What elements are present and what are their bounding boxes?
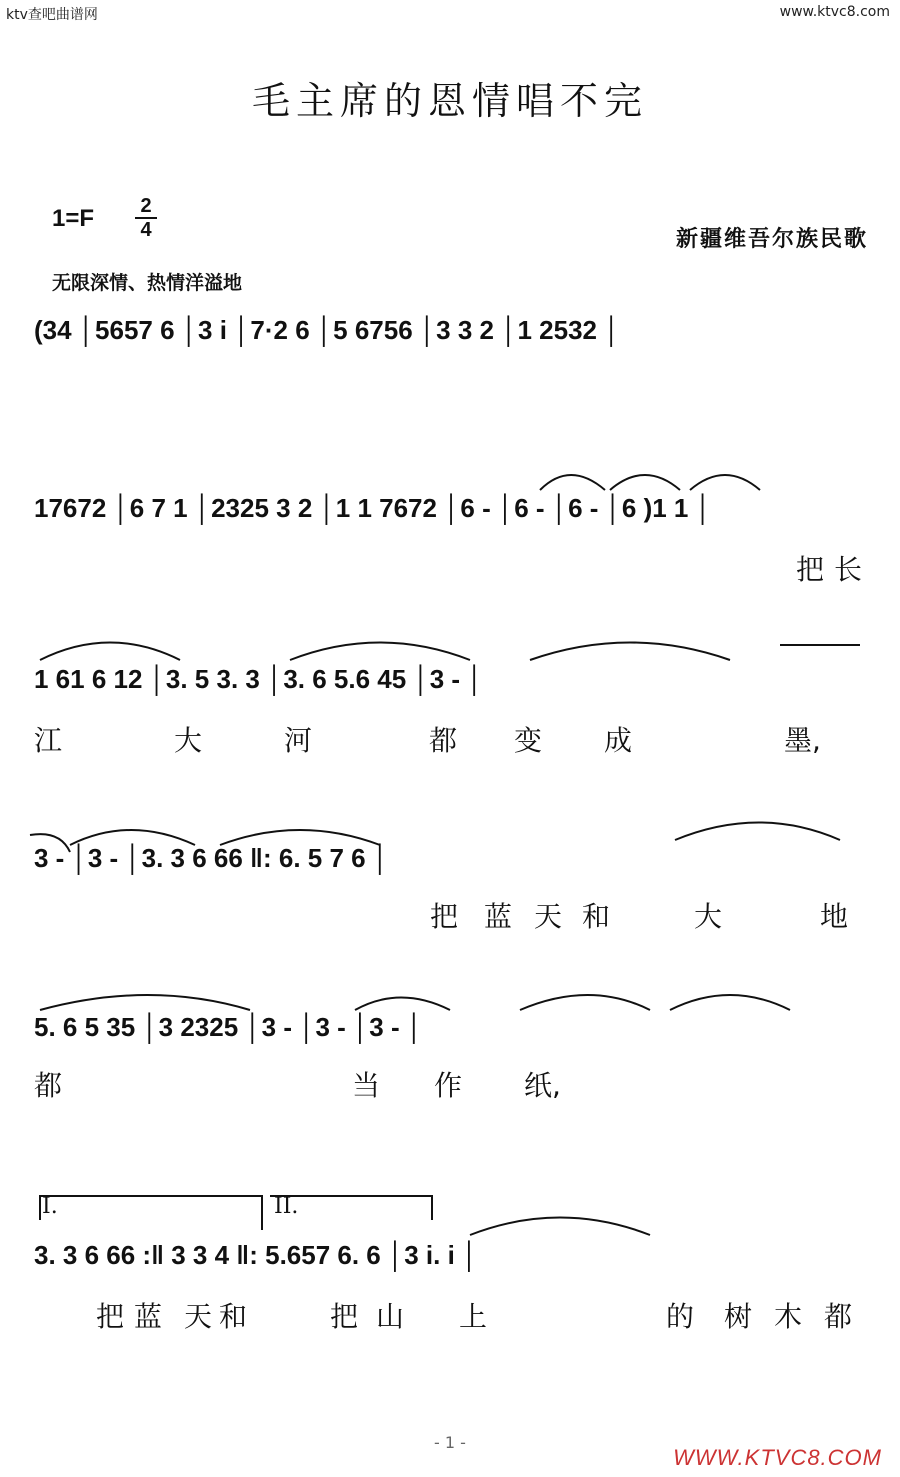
lyric-syllable: 河 <box>284 724 313 757</box>
lyric-syllable: 和 <box>582 900 611 933</box>
key-signature: 1=F <box>52 205 95 232</box>
second-ending-label: II. <box>274 1194 299 1219</box>
slur <box>290 643 470 661</box>
slur <box>520 995 650 1010</box>
notation-line: (34 │5657 6 │3 i │7·2 6 │5 6756 │3 3 2 │1 2532 │ <box>34 315 621 345</box>
notation-line: 3. 3 6 66 :‖ 3 3 4 ‖: 5.657 6. 6 │3 i. i │ <box>34 1240 479 1270</box>
lyric-syllable: 和 <box>219 1300 248 1333</box>
slur <box>675 823 840 841</box>
lyric-syllable: 蓝 <box>134 1300 163 1333</box>
lyric-syllable: 地 <box>820 900 849 933</box>
lyric-syllable: 把 <box>330 1300 359 1333</box>
lyric-syllable: 树 <box>724 1300 753 1333</box>
slur <box>40 995 250 1010</box>
lyric-syllable: 蓝 <box>484 900 513 933</box>
slur <box>355 998 450 1011</box>
first-ending-label: I. <box>42 1194 58 1219</box>
lyric-syllable: 都 <box>429 724 458 757</box>
watermark-right: www.ktvc8.com <box>779 4 890 20</box>
first-ending-bracket <box>40 1196 262 1230</box>
lyric-syllable: 成 <box>604 724 633 757</box>
lyric-syllable: 上 <box>459 1300 488 1333</box>
lyric-syllable: 当 <box>352 1069 381 1102</box>
song-title: 毛主席的恩情唱不完 <box>251 79 648 123</box>
lyric-syllable: 大 <box>694 900 723 933</box>
time-signature <box>135 196 157 240</box>
slur <box>690 475 760 490</box>
lyric-syllable: 江 <box>34 724 63 757</box>
slur <box>530 643 730 661</box>
lyric-syllable: 山 <box>376 1300 405 1333</box>
notation-line: 5. 6 5 35 │3 2325 │3 - │3 - │3 - │ <box>34 1012 424 1042</box>
slur <box>40 643 180 661</box>
lyric-syllable: 变 <box>514 724 543 757</box>
lyric-syllable: 大 <box>174 724 203 757</box>
slur <box>470 1218 650 1236</box>
lyric-syllable: 把 <box>430 900 459 933</box>
notation-line: 1 61 6 12 │3. 5 3. 3 │3. 6 5.6 45 │3 - │ <box>34 664 484 694</box>
slur <box>540 475 605 490</box>
song-origin: 新疆维吾尔族民歌 <box>675 227 868 252</box>
slur <box>670 995 790 1010</box>
notation-line: 17672 │6 7 1 │2325 3 2 │1 1 7672 │6 - │6 - │6 - │6 )1 1 │ <box>34 493 712 523</box>
slur <box>610 475 680 490</box>
tempo-marking: 无限深情、热情洋溢地 <box>52 272 243 294</box>
lyric-syllable: 木 <box>774 1300 803 1333</box>
lyric-syllable: 把 <box>796 553 825 586</box>
lyric-syllable: 把 <box>96 1300 125 1333</box>
meter-bottom: 4 <box>140 219 152 241</box>
watermark-bottom: WWW.KTVC8.COM <box>673 1445 882 1470</box>
lyric-syllable: 作 <box>434 1069 463 1102</box>
notation-line: 3 - │3 - │3. 3 6 66 ‖: 6. 5 7 6 │ <box>34 843 390 873</box>
lyric-syllable: 长 <box>834 553 863 586</box>
watermark-left: ktv查吧曲谱网 <box>6 7 98 23</box>
lyric-syllable: 天 <box>534 900 563 933</box>
lyric-syllable: 都 <box>34 1069 63 1102</box>
lyric-syllable: 纸, <box>524 1069 561 1102</box>
lyric-syllable: 天 <box>184 1300 213 1333</box>
lyric-syllable: 墨, <box>784 724 821 757</box>
lyric-syllable: 都 <box>824 1300 853 1333</box>
lyric-syllable: 的 <box>666 1300 695 1333</box>
meter-top: 2 <box>140 195 152 217</box>
page-number: - 1 - <box>434 1433 466 1452</box>
